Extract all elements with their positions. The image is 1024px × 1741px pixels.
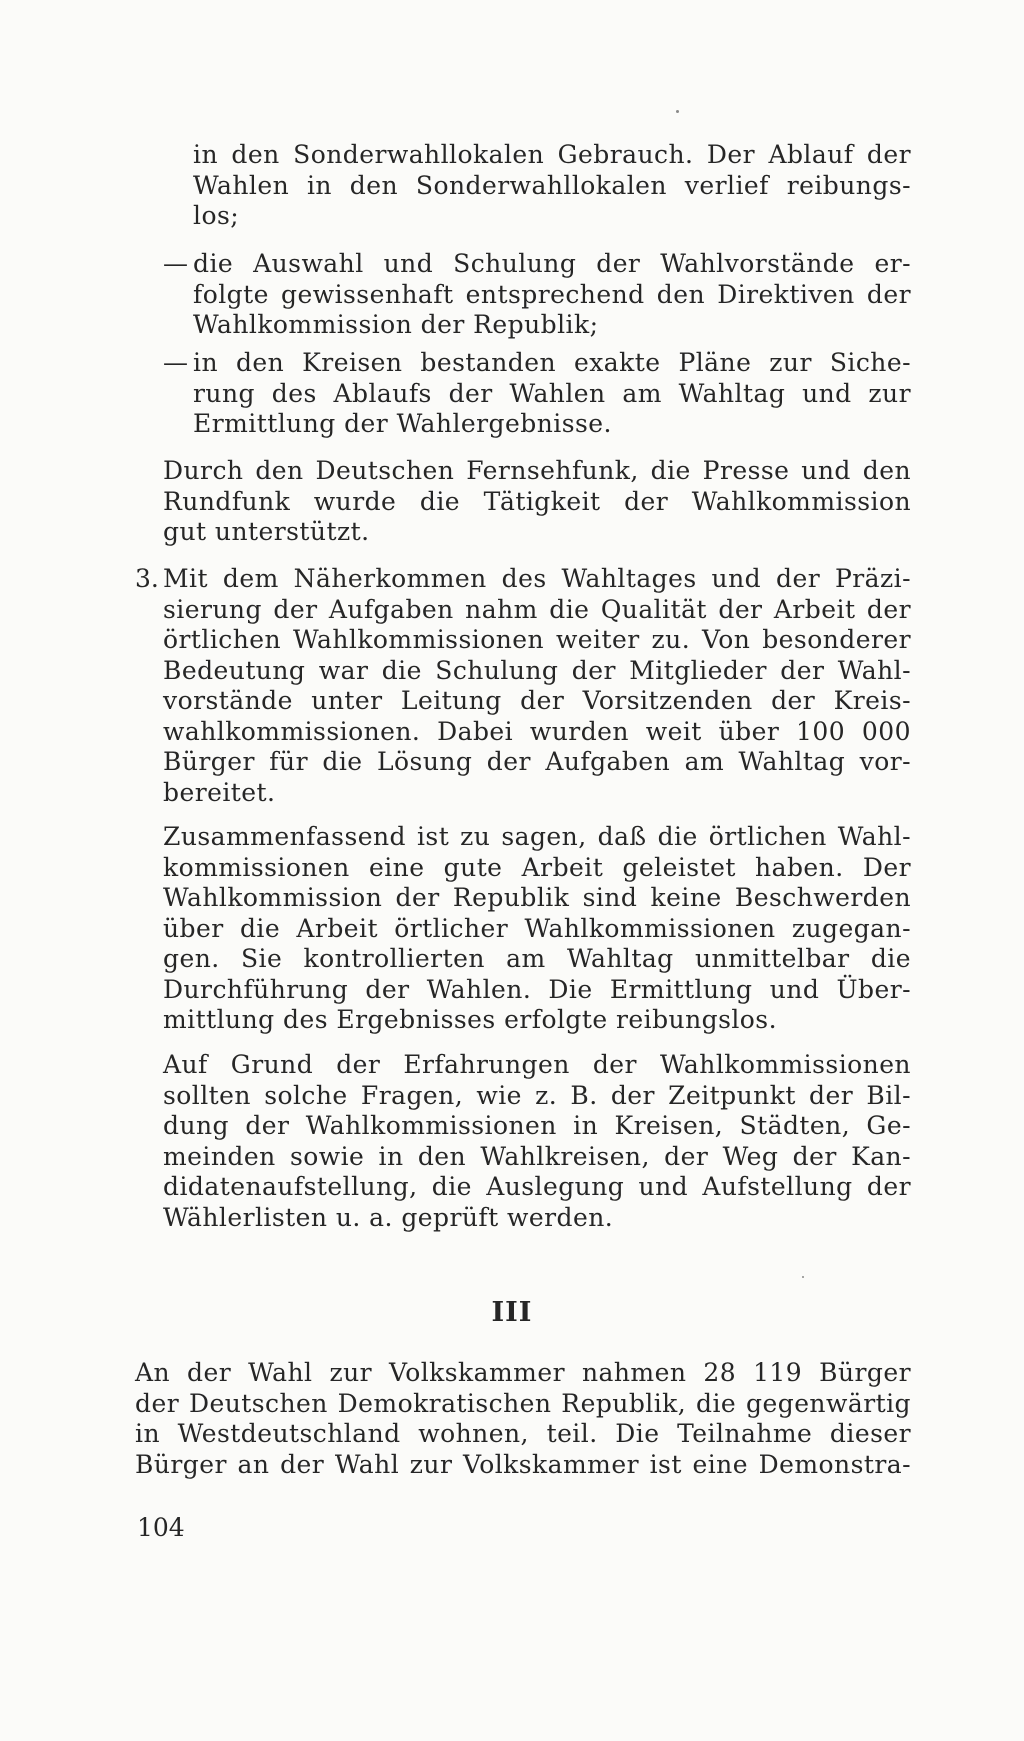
text-line: Auf Grund der Erfahrungen der Wahlkommissionen bbox=[163, 1050, 911, 1079]
list-dash: — bbox=[163, 348, 188, 377]
text-line: Wählerlisten u. a. geprüft werden. bbox=[163, 1202, 614, 1232]
text-line: Wahlkommission der Republik; bbox=[193, 310, 599, 339]
text-line: Bürger an der Wahl zur Volkskammer ist eine Demonstra- bbox=[135, 1449, 911, 1479]
text-line: in Westdeutschland wohnen, teil. Die Teilnahme dieser bbox=[135, 1419, 911, 1448]
text-line: didatenaufstellung, die Auslegung und Aufstellung der bbox=[163, 1172, 911, 1201]
text-line: über die Arbeit örtlicher Wahlkommissionen zugegan- bbox=[163, 913, 911, 943]
paragraph bbox=[163, 1050, 911, 1233]
list-item bbox=[193, 249, 911, 341]
text-line: Durchführung der Wahlen. Die Ermittlung und Über- bbox=[163, 974, 911, 1004]
text-line: folgte gewissenhaft entsprechend den Direktiven der bbox=[193, 279, 911, 309]
paragraph bbox=[163, 822, 911, 1036]
text-line: rung des Ablaufs der Wahlen am Wahltag und zur bbox=[193, 378, 911, 408]
list-item bbox=[193, 348, 911, 440]
text-line: in den Sonderwahllokalen Gebrauch. Der Ablauf der bbox=[193, 140, 911, 169]
text-line: Wahlkommission der Republik sind keine Beschwerden bbox=[163, 883, 911, 912]
text-line: örtlichen Wahlkommissionen weiter zu. Von besonderer bbox=[163, 625, 911, 654]
text-line: Bedeutung war die Schulung der Mitglieder der Wahl- bbox=[163, 655, 911, 685]
list-dash: — bbox=[163, 249, 188, 278]
text-line: An der Wahl zur Volkskammer nahmen 28 119 Bürger bbox=[135, 1358, 911, 1387]
scan-speck bbox=[676, 110, 679, 113]
text-line: Bürger für die Lösung der Aufgaben am Wahltag vor- bbox=[163, 747, 911, 776]
section-number: 3. bbox=[135, 564, 159, 593]
text-line: Rundfunk wurde die Tätigkeit der Wahlkommission bbox=[163, 486, 911, 516]
text-line: in den Kreisen bestanden exakte Pläne zur Siche- bbox=[193, 348, 911, 377]
text-line: dung der Wahlkommissionen in Kreisen, Städten, Ge- bbox=[163, 1111, 911, 1140]
text-line: vorstände unter Leitung der Vorsitzenden der Kreis- bbox=[163, 686, 911, 715]
text-line: der Deutschen Demokratischen Republik, die gegenwärtig bbox=[135, 1388, 911, 1418]
text-line: Zusammenfassend ist zu sagen, daß die örtlichen Wahl- bbox=[163, 822, 911, 851]
text-line: wahlkommissionen. Dabei wurden weit über 100 000 bbox=[163, 716, 911, 746]
text-line: mittlung des Ergebnisses erfolgte reibungslos. bbox=[163, 1005, 777, 1034]
section-heading: III bbox=[491, 1297, 533, 1328]
text-line: kommissionen eine gute Arbeit geleistet haben. Der bbox=[163, 852, 911, 882]
text-line: die Auswahl und Schulung der Wahlvorstände er- bbox=[193, 249, 911, 278]
text-line: meinden sowie in den Wahlkreisen, der Weg der Kan- bbox=[163, 1141, 911, 1171]
text-line: sierung der Aufgaben nahm die Qualität der Arbeit der bbox=[163, 594, 911, 624]
page-number: 104 bbox=[137, 1513, 185, 1542]
text-line: los; bbox=[193, 201, 240, 230]
paragraph-continuation bbox=[193, 140, 911, 232]
text-line: gen. Sie kontrollierten am Wahltag unmittelbar die bbox=[163, 944, 911, 973]
text-line: sollten solche Fragen, wie z. B. der Zeitpunkt der Bil- bbox=[163, 1080, 911, 1110]
text-line: Ermittlung der Wahlergebnisse. bbox=[193, 409, 612, 438]
text-line: bereitet. bbox=[163, 777, 276, 807]
text-line: Mit dem Näherkommen des Wahltages und der Präzi- bbox=[163, 564, 911, 593]
paragraph bbox=[163, 456, 911, 548]
scan-speck bbox=[802, 1276, 804, 1278]
text-line: Durch den Deutschen Fernsehfunk, die Presse und den bbox=[163, 456, 911, 485]
text-line: gut unterstützt. bbox=[163, 517, 370, 546]
numbered-paragraph bbox=[163, 564, 911, 808]
paragraph bbox=[135, 1358, 911, 1480]
text-line: Wahlen in den Sonderwahllokalen verlief reibungs- bbox=[193, 170, 911, 200]
